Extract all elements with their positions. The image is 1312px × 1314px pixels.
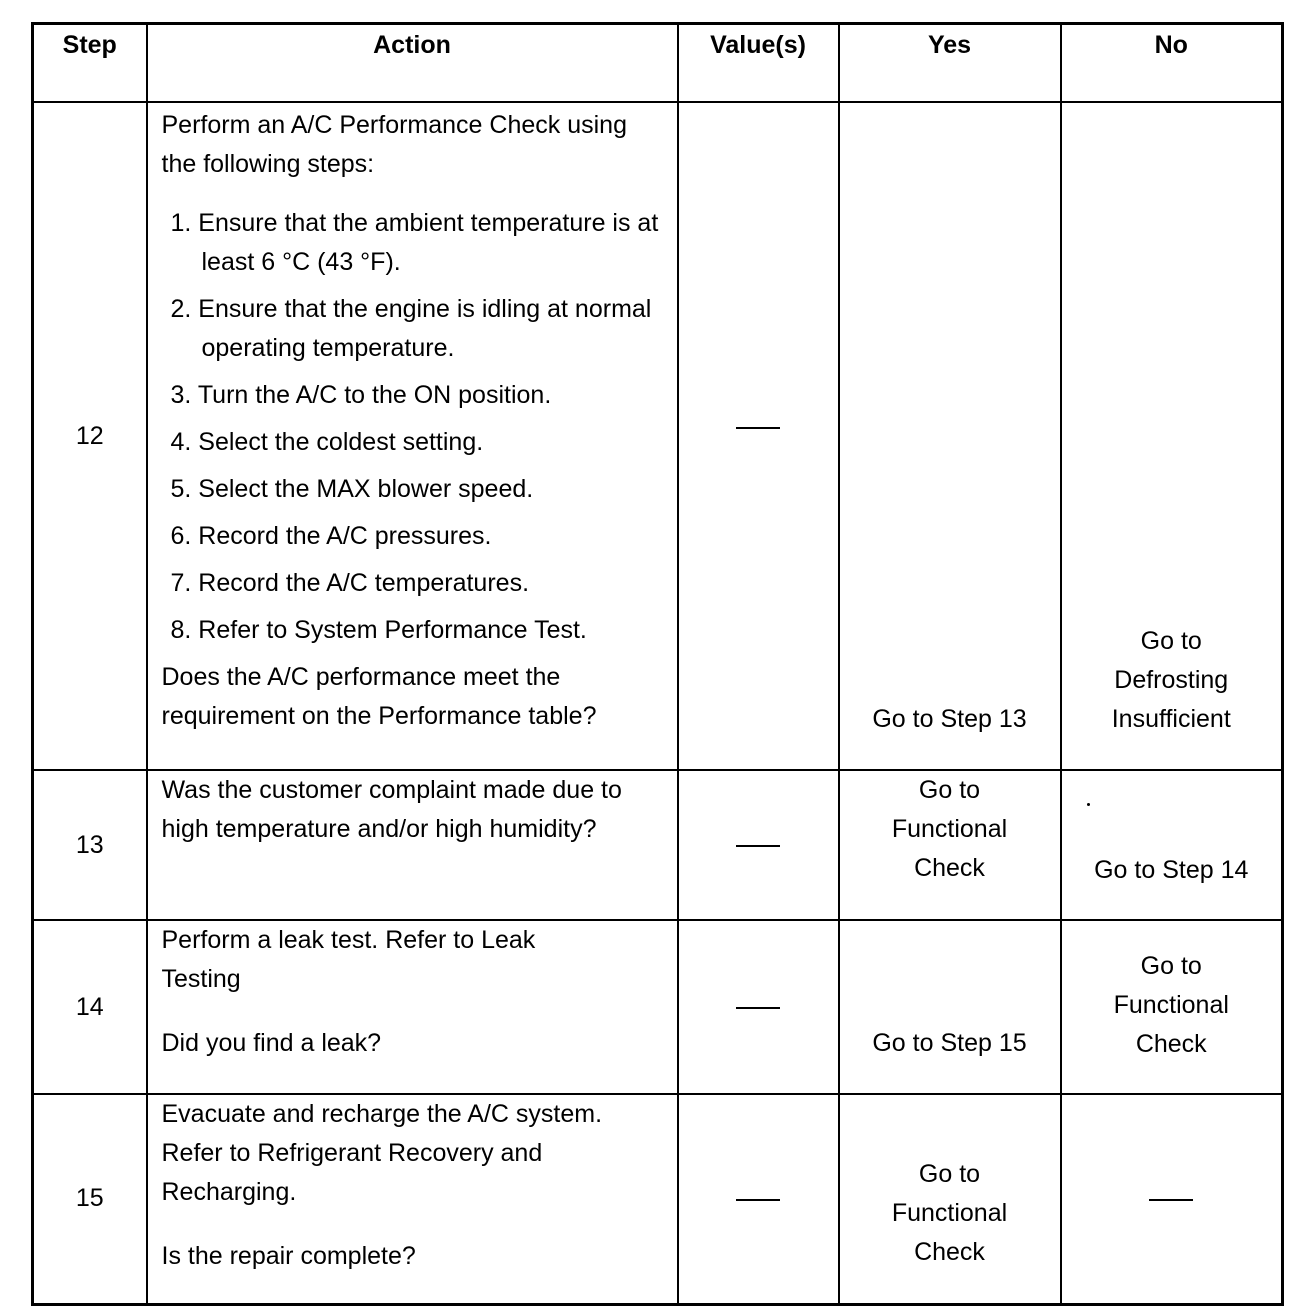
- action-intro: Perform a leak test. Refer to Leak Testing: [161, 926, 536, 993]
- yes-target: Go to Functional Check: [891, 1160, 1008, 1267]
- list-item: 5. Select the MAX blower speed.: [170, 475, 534, 503]
- action-cell: [147, 770, 678, 920]
- header-action: Action: [147, 24, 678, 103]
- value-dash: [736, 845, 780, 847]
- action-question: Did you find a leak?: [161, 1029, 382, 1057]
- header-values: Value(s): [678, 24, 839, 103]
- value-cell: [678, 1094, 839, 1304]
- no-target: Go to Defrosting Insufficient: [1111, 627, 1231, 733]
- value-cell: [678, 770, 839, 920]
- list-item: 8. Refer to System Performance Test.: [170, 616, 587, 644]
- action-question: Was the customer complaint made due to high temperature and/or high humidity?: [161, 776, 622, 843]
- table-row: [33, 770, 1283, 920]
- step-number: 15: [33, 1094, 147, 1304]
- action-intro: Perform an A/C Performance Check using the following steps:: [161, 111, 627, 178]
- no-target: Go to Functional Check: [1113, 952, 1229, 1058]
- no-dash: [1149, 1199, 1193, 1201]
- no-target: Go to Step 14: [1094, 856, 1249, 884]
- action-cell: [147, 1094, 678, 1304]
- value-cell: [678, 102, 839, 770]
- header-yes: Yes: [839, 24, 1061, 103]
- step-number: 14: [33, 920, 147, 1094]
- scan-speck: [1087, 803, 1090, 806]
- no-cell: [1061, 102, 1283, 770]
- value-cell: [678, 920, 839, 1094]
- header-row: [33, 24, 1283, 103]
- action-cell: [147, 920, 678, 1094]
- action-cell: [147, 102, 678, 770]
- action-intro: Evacuate and recharge the A/C system. Refer to Refrigerant Recovery and Recharging.: [161, 1100, 603, 1206]
- step-number: 13: [33, 770, 147, 920]
- header-step: Step: [33, 24, 147, 103]
- yes-target: Go to Step 13: [872, 705, 1027, 733]
- table-row: [33, 102, 1283, 770]
- yes-cell: [839, 1094, 1061, 1304]
- list-item: 4. Select the coldest setting.: [170, 428, 484, 456]
- list-item: 2. Ensure that the engine is idling at normal operating temperature.: [170, 295, 652, 362]
- list-item: 1. Ensure that the ambient temperature is at least 6 °C (43 °F).: [170, 209, 659, 276]
- value-dash: [736, 1199, 780, 1201]
- header-no: No: [1061, 24, 1283, 103]
- value-dash: [736, 427, 780, 429]
- yes-target: Go to Functional Check: [891, 776, 1008, 882]
- diagnostic-table: [31, 22, 1284, 1306]
- action-steps: [162, 204, 667, 650]
- no-cell: [1061, 1094, 1283, 1304]
- yes-cell: [839, 770, 1061, 920]
- list-item: 7. Record the A/C temperatures.: [170, 569, 530, 597]
- table-row: [33, 920, 1283, 1094]
- value-dash: [736, 1007, 780, 1009]
- step-number: 12: [33, 102, 147, 770]
- no-cell: [1061, 770, 1283, 920]
- yes-cell: [839, 102, 1061, 770]
- action-question: Does the A/C performance meet the requirement on the Performance table?: [161, 663, 597, 730]
- table-row: [33, 1094, 1283, 1304]
- action-question: Is the repair complete?: [161, 1242, 416, 1270]
- yes-target: Go to Step 15: [872, 1029, 1027, 1057]
- list-item: 3. Turn the A/C to the ON position.: [170, 381, 552, 409]
- yes-cell: [839, 920, 1061, 1094]
- list-item: 6. Record the A/C pressures.: [170, 522, 492, 550]
- no-cell: [1061, 920, 1283, 1094]
